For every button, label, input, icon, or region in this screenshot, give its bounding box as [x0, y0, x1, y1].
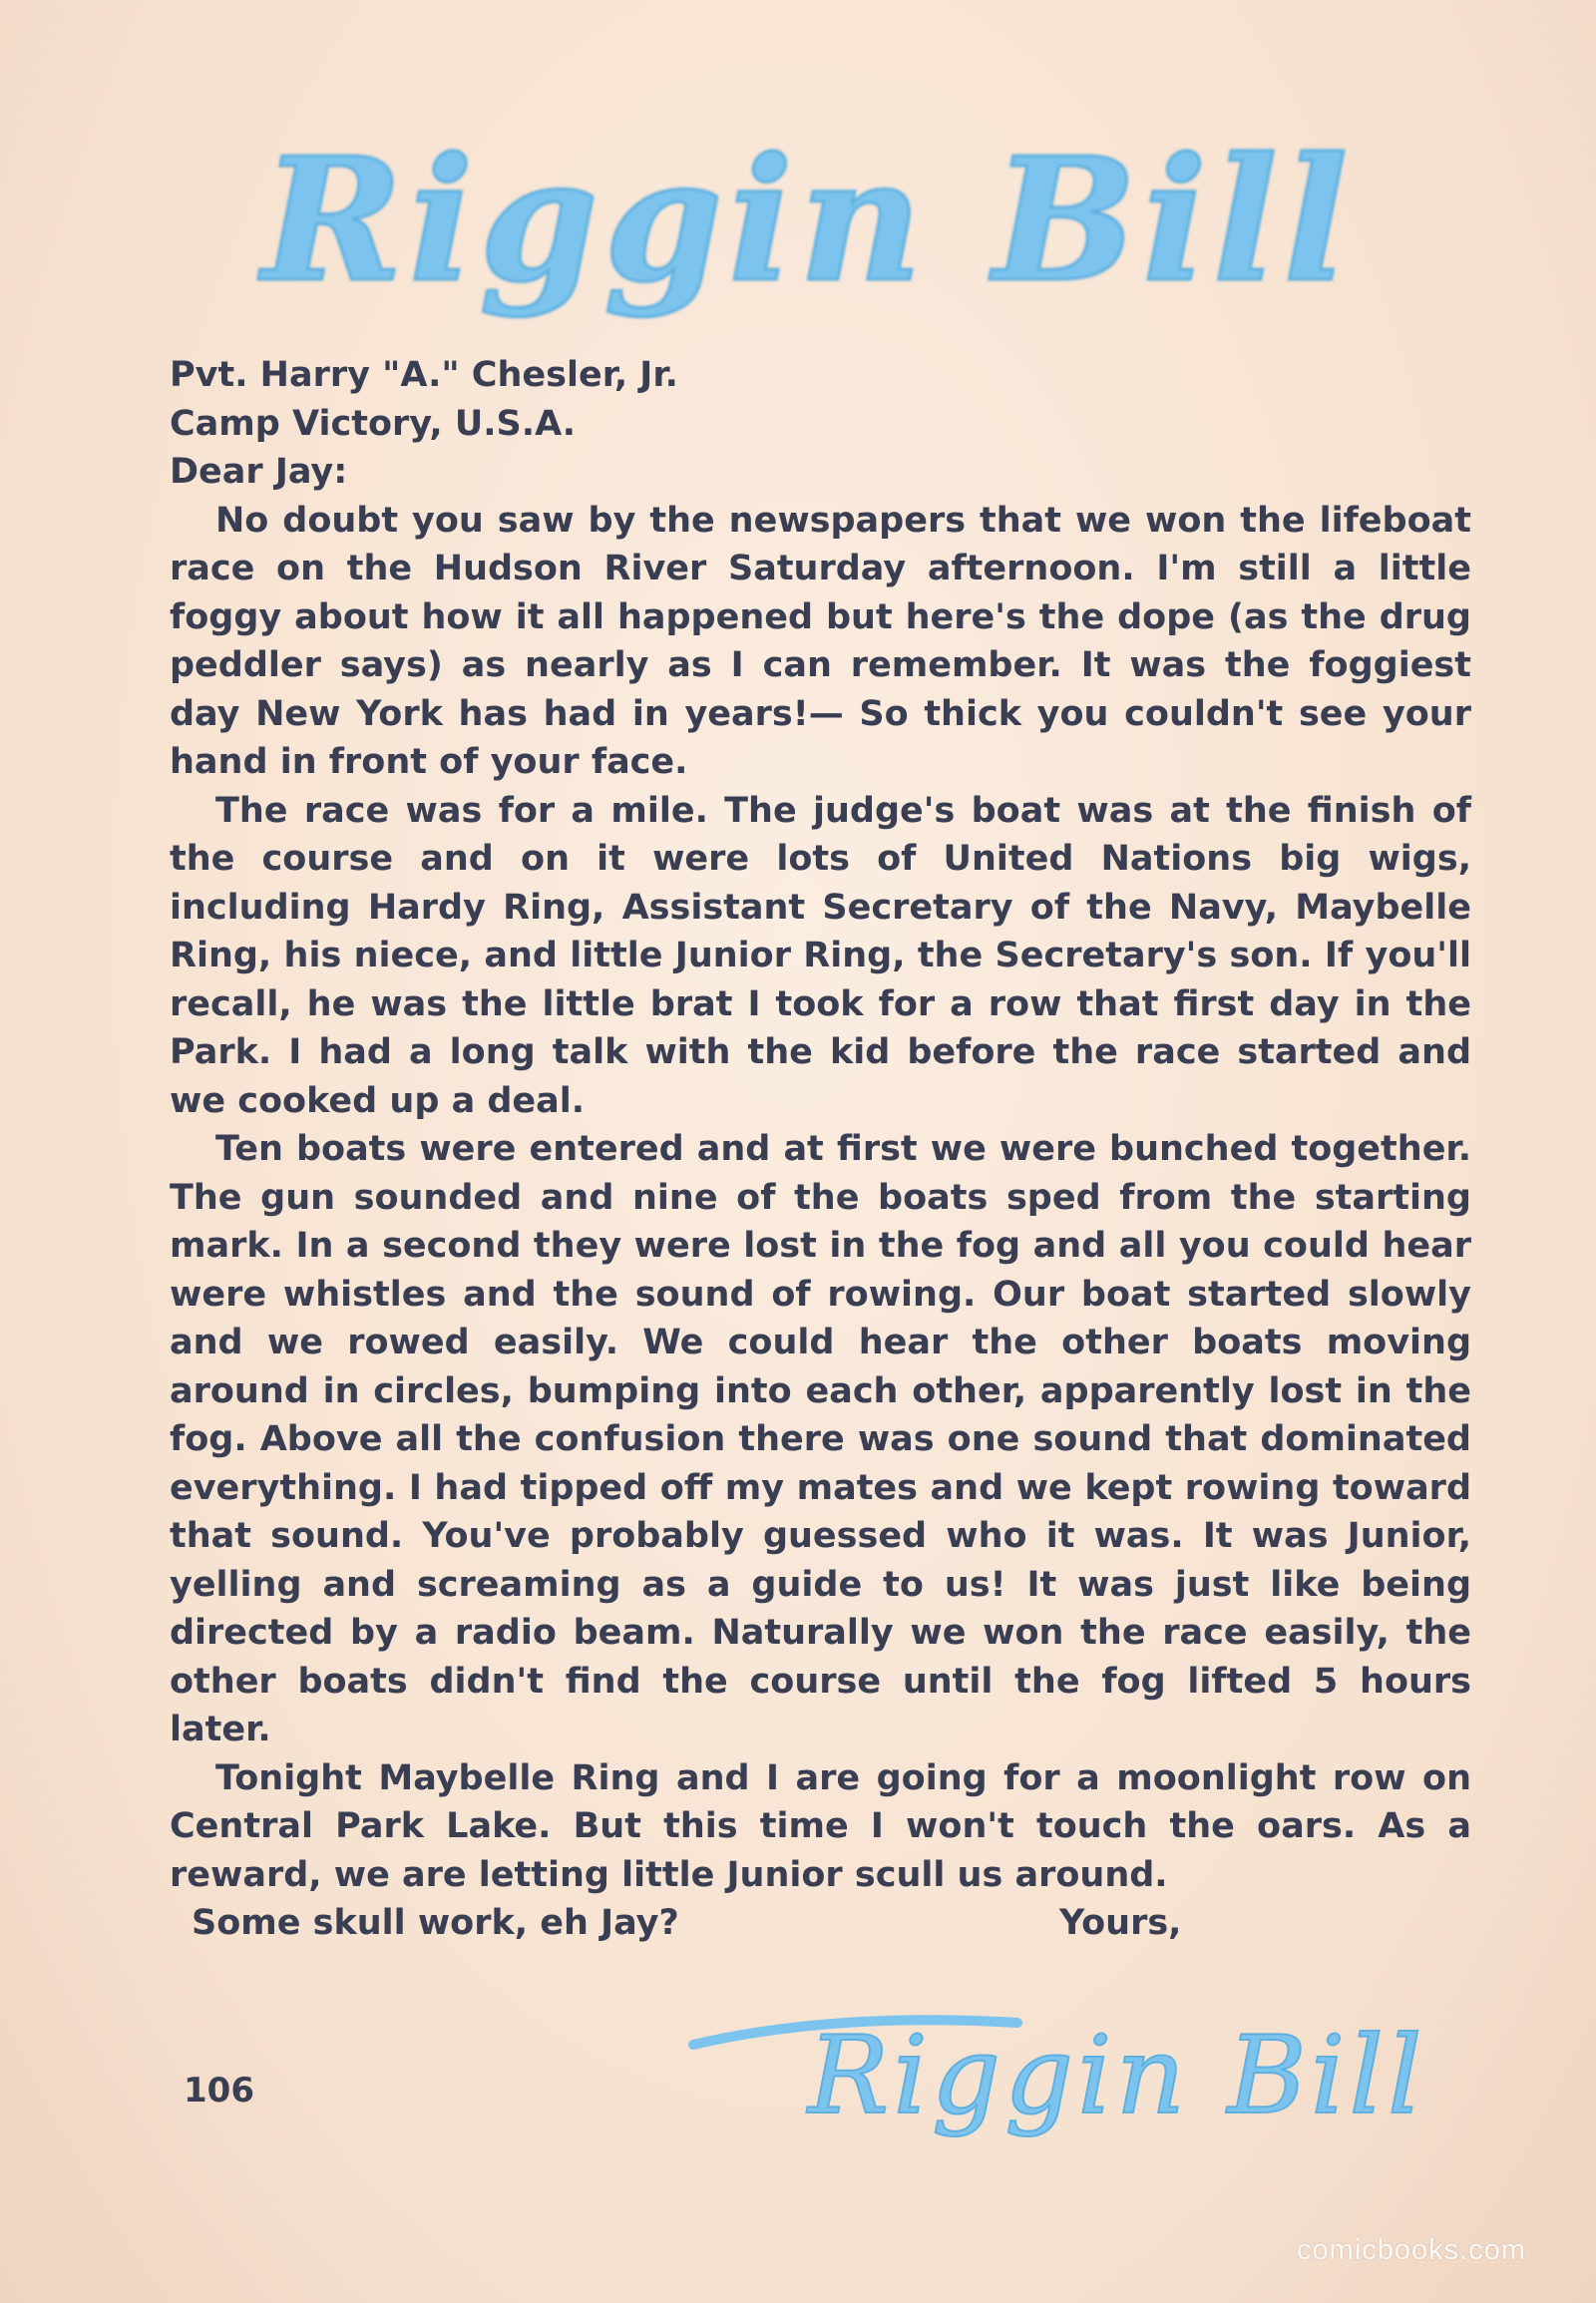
title-text: Riggin Bill	[261, 130, 1355, 320]
watermark: comicbooks.com	[1297, 2234, 1526, 2266]
salutation: Dear Jay:	[170, 452, 348, 492]
recipient-name: Pvt. Harry "A." Chesler, Jr.	[170, 355, 678, 395]
paragraph: The race was for a mile. The judge's boat was at the finish of the course and on it were lots of United Nations big wigs, including Hardy Ring, Assistant Secretary of the Navy, Maybelle Ring, his niece, and little Junior Ring, the Secretary's son. If you'll recall, he was the little brat I took for a row that first day in the Park. I had a long talk with the kid before the race started and we cooked up a deal.	[170, 790, 1471, 1121]
signature	[688, 1995, 1476, 2144]
recipient-address: Camp Victory, U.S.A.	[170, 403, 577, 444]
closing-valediction: Yours,	[1059, 1903, 1182, 1943]
script-title	[160, 130, 1456, 349]
paragraph: Tonight Maybelle Ring and I are going for a moonlight row on Central Park Lake. But this time I won't touch the oars. As a reward, we are letting little Junior scull us around.	[170, 1757, 1471, 1895]
closing-line: Some skull work, eh Jay?	[192, 1903, 679, 1943]
letter-body	[170, 351, 1471, 1947]
closing-row	[170, 1899, 1471, 1947]
page-number: 106	[184, 2071, 254, 2111]
signature-text: Riggin Bill	[808, 2014, 1426, 2138]
paragraph: No doubt you saw by the newspapers that we won the lifeboat race on the Hudson River Saturday afternoon. I'm still a little foggy about how it all happened but here's the dope (as the drug peddler says) as nearly as I can remember. It was the foggiest day New York has had in years!— So thick you couldn't see your hand in front of your face.	[170, 500, 1471, 782]
paragraph: Ten boats were entered and at first we were bunched together. The gun sounded and nine of the boats sped from the starting mark. In a second they were lost in the fog and all you could hear were whistles and the sound of rowing. Our boat started slowly and we rowed easily. We could hear the other boats moving around in circles, bumping into each other, apparently lost in the fog. Above all the confusion there was one sound that dominated everything. I had tipped off my mates and we kept rowing toward that sound. You've probably guessed who it was. It was Junior, yelling and screaming as a guide to us! It was just like being directed by a radio beam. Naturally we won the race easily, the other boats didn't find the course until the fog lifted 5 hours later.	[170, 1129, 1471, 1749]
